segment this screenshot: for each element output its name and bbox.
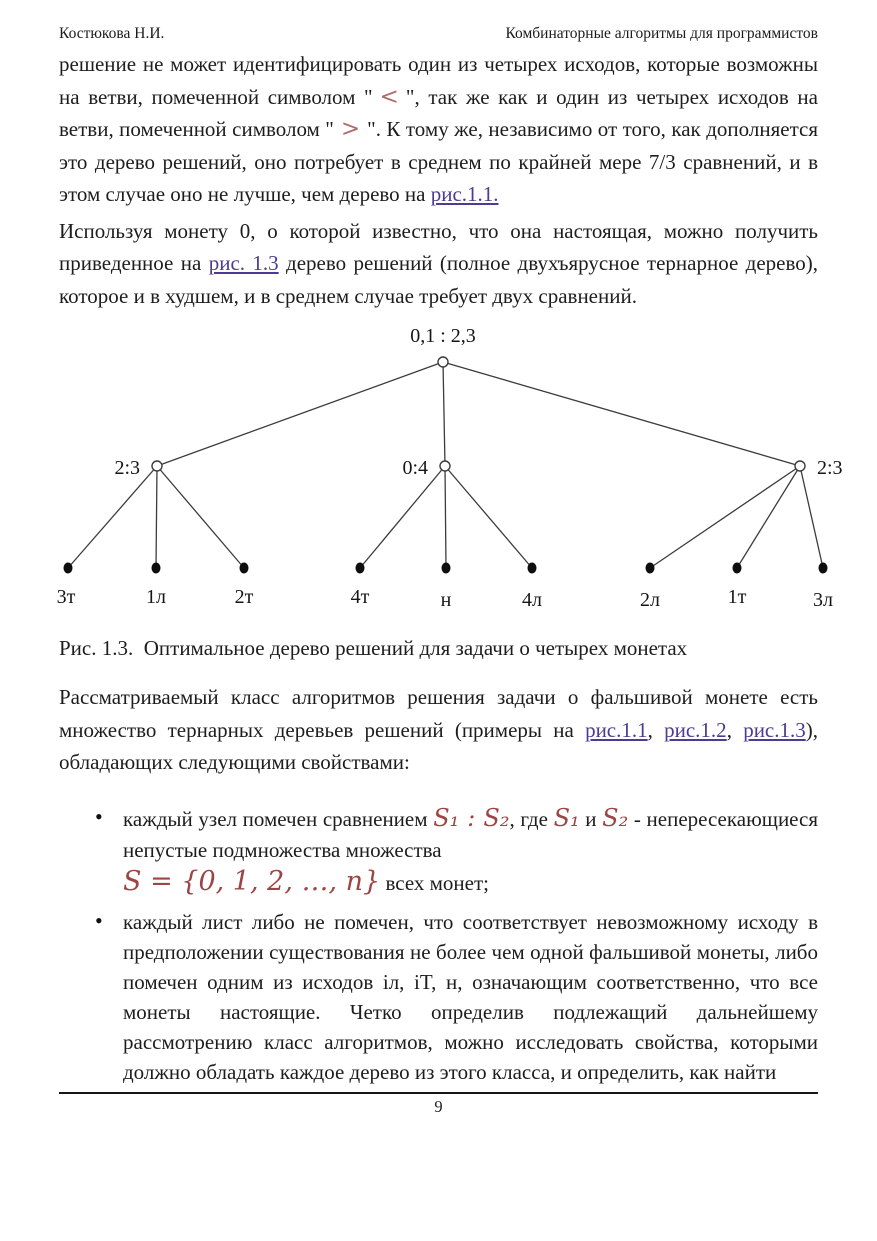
footer-divider bbox=[59, 1092, 818, 1094]
bullet-icon: • bbox=[95, 803, 103, 829]
greater-than-symbol: > bbox=[340, 116, 361, 142]
formula-s1: S₁ bbox=[553, 803, 580, 832]
tree-root-node bbox=[438, 357, 448, 367]
document-body bbox=[56, 48, 843, 1117]
paragraph-1-text: решение не может идентифицировать один из четырех исходов, которые возможны на ветви, помеченной символом " bbox=[59, 52, 818, 109]
tree-leaf-label: 2т bbox=[234, 586, 254, 608]
list-item bbox=[59, 803, 818, 899]
tree-edge bbox=[650, 466, 800, 568]
list-item-text: - непересекающиеся непустые подмножества множества bbox=[123, 806, 819, 862]
tree-leaf-label: 2л bbox=[640, 589, 660, 611]
link-ris-1-2[interactable]: рис.1.2 bbox=[664, 717, 727, 742]
decision-tree-svg bbox=[0, 316, 877, 616]
tree-edge bbox=[443, 362, 445, 466]
list-item-text: , где bbox=[509, 806, 554, 831]
figure-caption: Рис. 1.3. Оптимальное дерево решений для задачи о четырех монетах bbox=[59, 636, 688, 660]
page-header bbox=[59, 24, 818, 43]
tree-leaf-label: 4л bbox=[522, 589, 542, 611]
tree-internal-nodes bbox=[152, 357, 805, 471]
paragraph-2-text: Используя монету 0, о которой известно, что она настоящая, можно получить приведенное на bbox=[59, 218, 818, 275]
tree-edge bbox=[360, 466, 445, 568]
tree-node bbox=[440, 461, 450, 471]
tree-edge bbox=[156, 466, 157, 568]
paragraph-2-text: дерево решений (полное двухъярусное тернарное дерево), которое и в худшем, и в среднем случае требует двух сравнений. bbox=[59, 251, 818, 308]
tree-node bbox=[152, 461, 162, 471]
tree-node-label: 2:3 bbox=[114, 457, 140, 479]
tree-leaf-label: н bbox=[440, 589, 452, 611]
tree-leaf-dot bbox=[819, 563, 828, 574]
tree-edge bbox=[443, 362, 800, 466]
tree-root-label: 0,1 : 2,3 bbox=[410, 325, 476, 347]
tree-leaf-dot bbox=[528, 563, 537, 574]
page-number: 9 bbox=[434, 1096, 443, 1116]
paragraph-3-text: ), обладающих следующими свойствами: bbox=[59, 717, 818, 774]
tree-leaf-label: 1л bbox=[146, 586, 166, 608]
tree-edge bbox=[445, 466, 446, 568]
less-than-symbol: < bbox=[379, 83, 399, 110]
tree-leaf-dot bbox=[356, 563, 365, 574]
tree-edge bbox=[68, 466, 157, 568]
formula-s2: S₂ bbox=[602, 803, 629, 832]
tree-leaf-label: 1т bbox=[727, 586, 747, 608]
properties-list bbox=[59, 803, 818, 1087]
link-ris-1-1[interactable]: рис.1.1 bbox=[585, 717, 648, 742]
list-item bbox=[59, 907, 818, 1087]
list-item-text: и bbox=[579, 806, 603, 831]
tree-leaf-label: 3л bbox=[813, 589, 833, 611]
decision-tree-figure bbox=[0, 316, 877, 616]
list-item-text: всех монет; bbox=[380, 870, 490, 895]
tree-edge bbox=[800, 466, 823, 568]
formula-set-s: S = {0, 1, 2, …, n} bbox=[123, 865, 381, 897]
paragraph-3 bbox=[59, 681, 818, 779]
tree-leaf-dot bbox=[152, 563, 161, 574]
tree-edge bbox=[737, 466, 800, 568]
tree-edge bbox=[445, 466, 532, 568]
paragraph-3-text: , bbox=[647, 717, 665, 742]
tree-node bbox=[795, 461, 805, 471]
tree-leaf-label: 3т bbox=[56, 586, 76, 608]
paragraph-2 bbox=[59, 215, 818, 313]
tree-leaf-dots bbox=[64, 563, 828, 574]
tree-leaf-dot bbox=[442, 563, 451, 574]
tree-leaf-dot bbox=[733, 563, 742, 574]
list-item-1-text bbox=[123, 803, 818, 866]
paragraph-3-text: , bbox=[726, 717, 744, 742]
tree-node-label: 2:3 bbox=[817, 457, 843, 479]
tree-leaf-label: 4т bbox=[350, 586, 370, 608]
tree-edge bbox=[157, 466, 244, 568]
tree-leaf-dot bbox=[240, 563, 249, 574]
paragraph-3-text: Рассматриваемый класс алгоритмов решения задачи о фальшивой монете есть множество тернарных деревьев решений (примеры на bbox=[59, 685, 818, 742]
tree-node-label: 0:4 bbox=[402, 457, 428, 479]
link-ris-1-1[interactable]: рис.1.1. bbox=[430, 182, 499, 206]
link-ris-1-3[interactable]: рис. 1.3 bbox=[208, 251, 279, 275]
list-item-text: каждый узел помечен сравнением bbox=[123, 806, 434, 831]
header-book-title: Комбинаторные алгоритмы для программистов bbox=[505, 25, 818, 42]
list-item-1-formula-line bbox=[123, 866, 818, 899]
link-ris-1-3[interactable]: рис.1.3 bbox=[743, 717, 806, 742]
list-item-2-text: каждый лист либо не помечен, что соответствует невозможному исходу в предположении существования не более чем одной фальшивой монеты, либо помечен одним из исходов iл, iT, н, означающим соответственно, что все монеты настоящие. Четко определив подлежащий дальнейшему рассмотрению класс алгоритмов, можно исследовать свойства, которыми должно обладать каждое дерево из этого класса, и определить, как найти bbox=[123, 909, 818, 1084]
paragraph-1 bbox=[59, 48, 818, 211]
tree-leaf-dot bbox=[64, 563, 73, 574]
bullet-icon: • bbox=[95, 907, 103, 933]
header-author: Костюкова Н.И. bbox=[59, 25, 165, 42]
paragraph-1-text: ". К тому же, независимо от того, как дополняется это дерево решений, оно потребует в среднем по крайней мере 7/3 сравнений, и в этом случае оно не лучше, чем дерево на bbox=[59, 117, 818, 206]
formula-s1-s2: S₁ : S₂ bbox=[433, 803, 510, 832]
tree-edge bbox=[157, 362, 443, 466]
paragraph-1-text: ", так же как и один из четырех исходов на ветви, помеченной символом " bbox=[59, 84, 818, 141]
tree-leaf-dot bbox=[646, 563, 655, 574]
